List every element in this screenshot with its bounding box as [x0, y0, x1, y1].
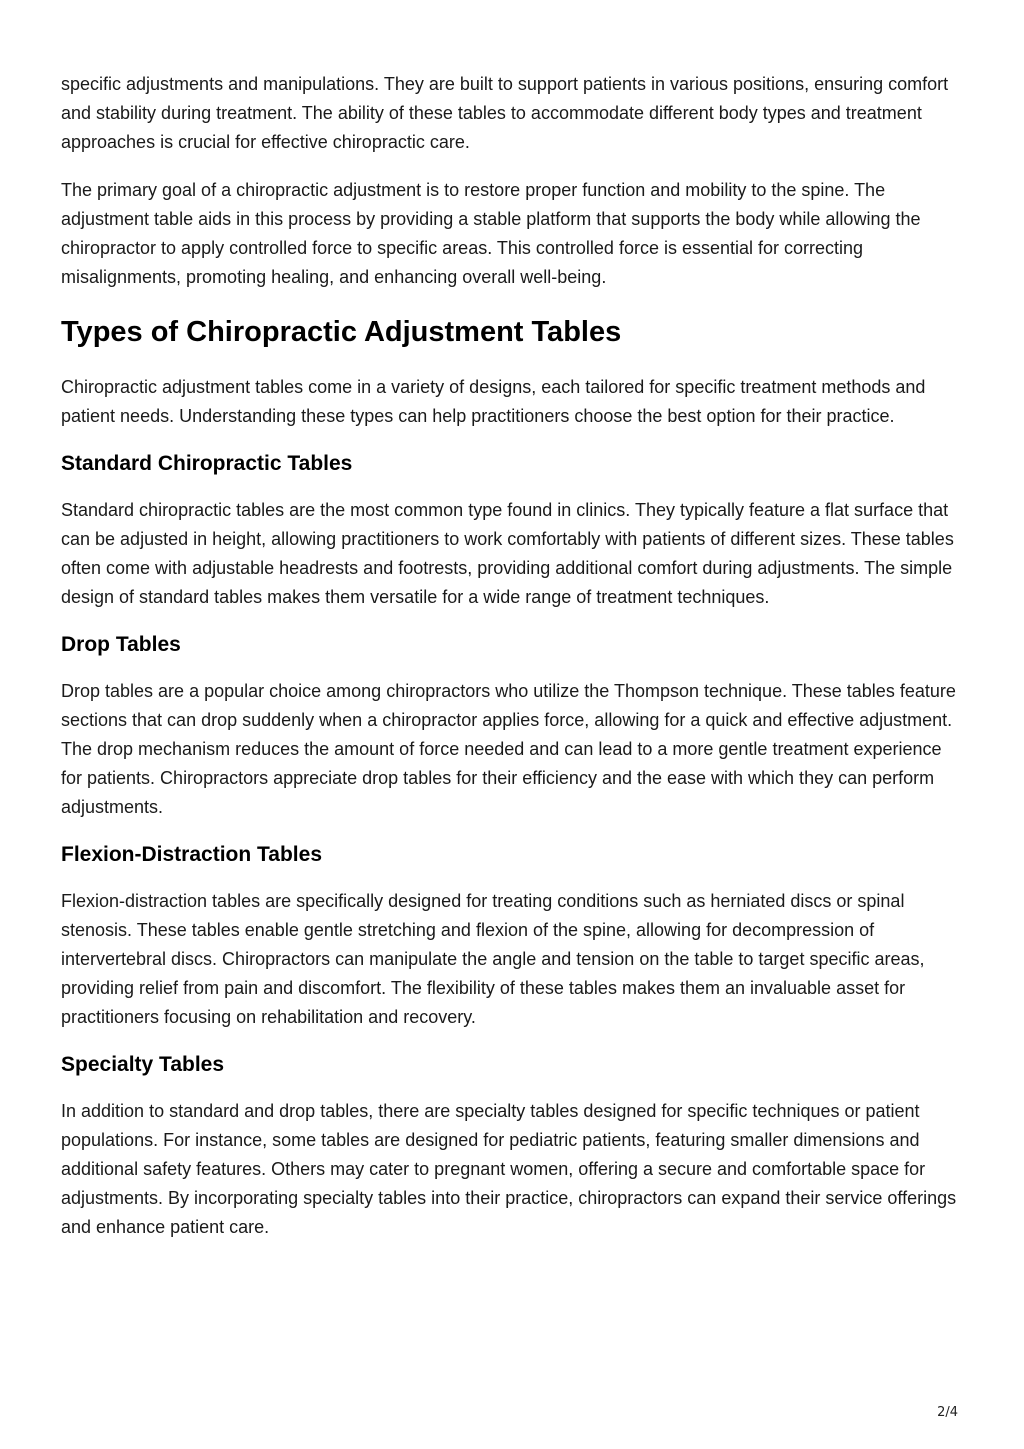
intro-paragraph-1: specific adjustments and manipulations. They are built to support patients in various positions, ensuring comfort and stability during treatment. The ability of these tables to accommodate different body types and treatment approaches is crucial for effective chiropractic care. [61, 74, 949, 152]
subheading-standard-tables: Standard Chiropractic Tables [61, 452, 353, 475]
subheading-specialty-tables: Specialty Tables [61, 1053, 225, 1076]
intro-paragraph-2: The primary goal of a chiropractic adjustment is to restore proper function and mobility to the spine. The adjustment table aids in this process by providing a stable platform that supports the body while allowing the chiropractor to apply controlled force to specific areas. This controlled force is essential for correcting misalignments, promoting healing, and enhancing overall well-being. [61, 180, 921, 287]
subheading-flexion-distraction-tables: Flexion-Distraction Tables [61, 843, 322, 866]
paragraph-flexion-distraction-tables: Flexion-distraction tables are specifically designed for treating conditions such as herniated discs or spinal stenosis. These tables enable gentle stretching and flexion of the spine, allowing for decompression of intervertebral discs. Chiropractors can manipulate the angle and tension on the table to target specific areas, providing relief from pain and discomfort. The flexibility of these tables makes them an invaluable asset for practitioners focusing on rehabilitation and recovery. [61, 891, 925, 1027]
section-intro-paragraph: Chiropractic adjustment tables come in a variety of designs, each tailored for specific treatment methods and patient needs. Understanding these types can help practitioners choose the best option for their practice. [61, 377, 926, 426]
paragraph-specialty-tables: In addition to standard and drop tables, there are specialty tables designed for specific techniques or patient populations. For instance, some tables are designed for pediatric patients, featuring smaller dimensions and additional safety features. Others may cater to pregnant women, offering a secure and comfortable space for adjustments. By incorporating specialty tables into their practice, chiropractors can expand their service offerings and enhance patient care. [61, 1101, 957, 1237]
document-page [61, 70, 966, 1261]
subheading-drop-tables: Drop Tables [61, 633, 181, 656]
page-number: 2/4 [937, 1405, 958, 1420]
section-heading: Types of Chiropractic Adjustment Tables [61, 316, 622, 348]
paragraph-drop-tables: Drop tables are a popular choice among chiropractors who utilize the Thompson technique. These tables feature sections that can drop suddenly when a chiropractor applies force, allowing for a quick and effective adjustment. The drop mechanism reduces the amount of force needed and can lead to a more gentle treatment experience for patients. Chiropractors appreciate drop tables for their efficiency and the ease with which they can perform adjustments. [61, 681, 956, 817]
paragraph-standard-tables: Standard chiropractic tables are the most common type found in clinics. They typically feature a flat surface that can be adjusted in height, allowing practitioners to work comfortably with patients of different sizes. These tables often come with adjustable headrests and footrests, providing additional comfort during adjustments. The simple design of standard tables makes them versatile for a wide range of treatment techniques. [61, 500, 954, 607]
